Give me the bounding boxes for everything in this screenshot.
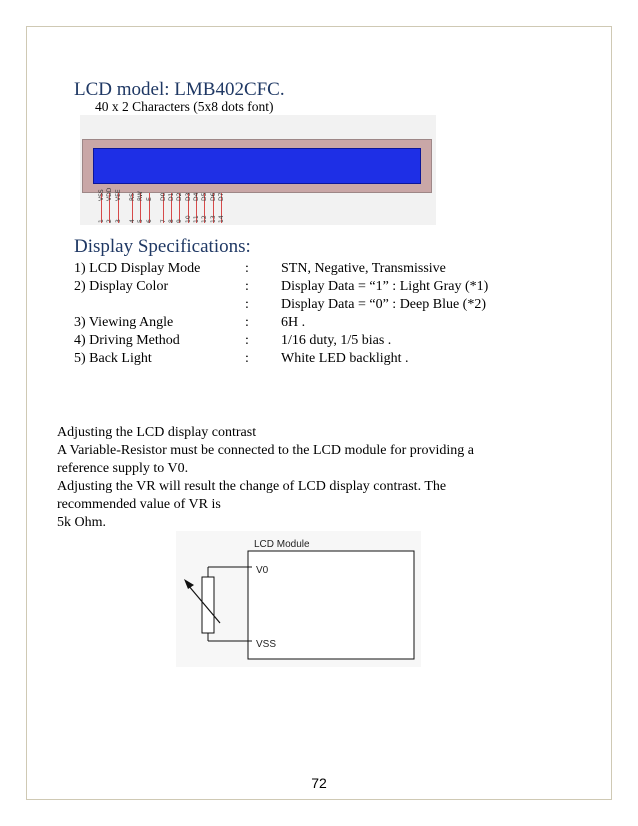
pin-number: 11 [193,215,200,223]
pin-label: D7 [217,192,225,201]
spec-separator: : [245,297,249,312]
pin-number: 8 [168,219,176,223]
pin-label: D6 [209,192,217,201]
pin-number: 7 [159,219,167,223]
pin-number: 3 [114,219,122,223]
pin-label: VEE [114,189,122,201]
paragraph-line: Adjusting the LCD display contrast [57,425,257,440]
spec-label: 4) Driving Method [74,333,180,348]
spec-separator: : [245,351,249,366]
paragraph-line: A Variable-Resistor must be connected to the LCD module for providing a [57,443,474,458]
pin-number: 1 [98,219,105,223]
pin-label: VDD [106,187,114,201]
spec-row [74,297,534,315]
spec-row [74,333,534,351]
paragraph-line: Adjusting the VR will result the change of LCD display contrast. The [57,479,447,494]
spec-row [74,351,534,369]
spec-separator: : [245,279,249,294]
paragraph-line: reference supply to V0. [57,461,189,476]
pin-label: D4 [193,192,200,201]
spec-value: STN, Negative, Transmissive [281,261,446,276]
pin-label: E [145,197,153,201]
pin-label: D0 [159,192,167,201]
spec-row [74,279,534,297]
lcd-characters-line: 40 x 2 Characters (5x8 dots font) [95,99,274,114]
vss-label: VSS [256,639,277,650]
spec-value: 1/16 duty, 1/5 bias . [281,333,392,348]
pin-number: 6 [145,219,153,223]
pin-label: D5 [201,192,209,201]
page-number: 72 [311,775,327,791]
pin-number: 5 [137,219,145,223]
contrast-circuit-diagram [176,531,421,667]
spec-value: Display Data = “0” : Deep Blue (*2) [281,297,486,312]
pin-number: 4 [128,219,136,223]
pin-label: VSS [98,189,105,201]
display-specifications-heading: Display Specifications: [74,236,251,257]
pin-number: 2 [106,219,114,223]
spec-separator: : [245,333,249,348]
lcd-model-heading: LCD model: LMB402CFC. [74,79,285,100]
pin-number: 12 [201,215,209,223]
paragraph-line: recommended value of VR is [57,497,221,512]
paragraph-line: 5k Ohm. [57,515,106,530]
pin-number: 10 [184,215,192,223]
lcd-bezel [82,139,432,193]
spec-label: 1) LCD Display Mode [74,261,201,276]
spec-value: Display Data = “1” : Light Gray (*1) [281,279,489,294]
spec-row [74,315,534,333]
pin-label: RS [128,193,136,201]
spec-separator: : [245,315,249,330]
pin-label: D1 [168,192,176,201]
pin-label: RW [137,191,145,201]
spec-label: 2) Display Color [74,279,169,294]
lcd-module-label: LCD Module [254,539,310,550]
spec-label: 5) Back Light [74,351,152,366]
spec-row [74,261,534,279]
pin-number: 13 [209,215,217,223]
pin-number: 14 [217,215,225,223]
spec-label: 3) Viewing Angle [74,315,174,330]
spec-separator: : [245,261,249,276]
spec-value: 6H . [281,315,306,330]
pin-number: 9 [176,219,184,223]
pin-label: D3 [184,192,192,201]
pin-label: D2 [176,192,184,201]
lcd-module-image [80,115,436,225]
v0-label: V0 [256,565,269,576]
lcd-screen [93,148,421,184]
variable-resistor [202,577,214,633]
spec-value: White LED backlight . [281,351,409,366]
